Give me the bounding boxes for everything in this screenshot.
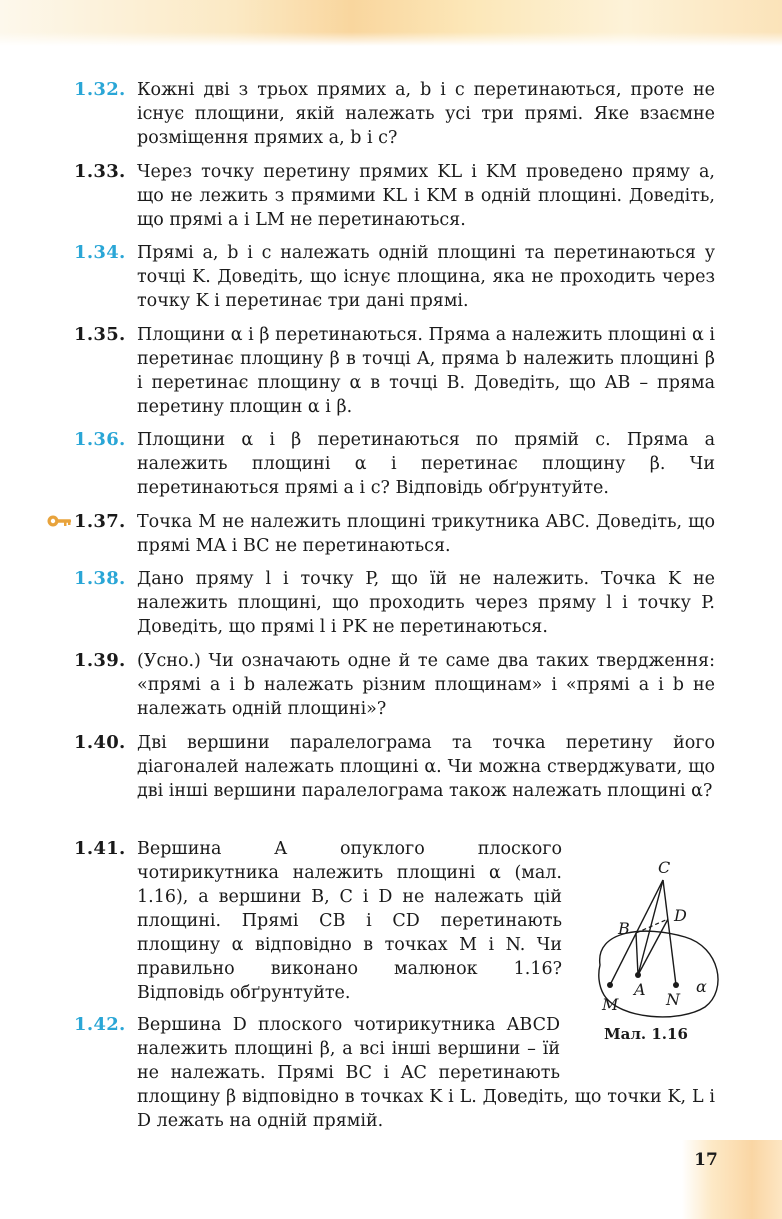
problem-text: Площини α і β перетинаються по прямій c. Пряма a належить площині α і перетинає площину β. Чи перетинаються прямі a і c? Відповідь обґрунтуйте. <box>137 430 715 498</box>
label-alpha: α <box>696 977 707 996</box>
problem-number: 1.39. <box>74 650 126 671</box>
label-d: D <box>674 906 687 925</box>
label-b: B <box>618 919 630 938</box>
problem-number: 1.40. <box>74 732 126 753</box>
problem-text: Прямі a, b і c належать одній площині та перетинаються у точці K. Доведіть, що існує площина, яка не проходить через точку K і перетинає три дані прямі. <box>137 243 715 311</box>
problem-text-content: Вершина D плоского чотирикутника ABCD належить площині β, а всі інші вершини – їй не належать. Прямі BC і AC перетинають площину β відповідно в точках K і L. Доведіть, що точки K, L і D лежать на одній прямій. <box>137 1015 715 1131</box>
problem-text: Через точку перетину прямих KL і KM проведено пряму a, що не лежить з прямими KL і KM в одній площині. Доведіть, що прямі a і LM не перетинаються. <box>137 162 715 230</box>
problem-number: 1.33. <box>74 161 126 182</box>
problem-number: 1.32. <box>74 79 126 100</box>
point-m <box>607 982 613 988</box>
point-a <box>635 972 641 978</box>
page-number: 17 <box>694 1150 718 1170</box>
figure-1-16 <box>590 840 730 1050</box>
problem-text: Дано пряму l і точку P, що їй не належить. Точка K не належить площині, що проходить через пряму l і точку P. Доведіть, що прямі l і PK не перетинаються. <box>137 569 715 637</box>
problem-number: 1.34. <box>74 242 126 263</box>
problem-text: Точка M не належить площині трикутника ABC. Доведіть, що прямі MA і BC не перетинаються. <box>137 512 715 556</box>
key-icon <box>47 513 73 529</box>
label-n: N <box>666 990 680 1009</box>
problem-number: 1.37. <box>74 511 126 532</box>
figure-caption: Мал. 1.16 <box>604 1025 688 1043</box>
problem-number: 1.42. <box>74 1014 126 1035</box>
problem-text: Вершина A опуклого плоского чотирикутника належить площині α (мал. 1.16), а вершини B, C і D не належать цій площині. Прямі CB і CD перетинають площину α відповідно в точках M і N. Чи правильно виконано малюнок 1.16? Відповідь обґрунтуйте. <box>137 839 562 1003</box>
problem-text: Кожні дві з трьох прямих a, b і c перетинаються, проте не існує площини, якій належать усі три прямі. Яке взаємне розміщення прямих a, b і c? <box>137 80 715 148</box>
problem-number: 1.36. <box>74 429 126 450</box>
top-decorative-band <box>0 0 782 46</box>
problem-text: Площини α і β перетинаються. Пряма a належить площині α і перетинає площину β в точці A, пряма b належить площині β і перетинає площину α в точці B. Доведіть, що AB – пряма перетину площин α і β. <box>137 325 715 417</box>
label-c: C <box>658 858 671 877</box>
label-m: M <box>602 995 619 1014</box>
problem-text: (Усно.) Чи означають одне й те саме два таких твердження: «прямі a і b належать різним площинам» і «прямі a і b не належать одній площині»? <box>137 651 715 719</box>
label-a: A <box>634 980 646 999</box>
point-n <box>673 982 679 988</box>
problem-number: 1.35. <box>74 324 126 345</box>
problem-text: Дві вершини паралелограма та точка перетину його діагоналей належать площині α. Чи можна стверджувати, що дві інші вершини паралелограма також належать площині α? <box>137 733 715 801</box>
problem-number: 1.41. <box>74 838 126 859</box>
problem-number: 1.38. <box>74 568 126 589</box>
